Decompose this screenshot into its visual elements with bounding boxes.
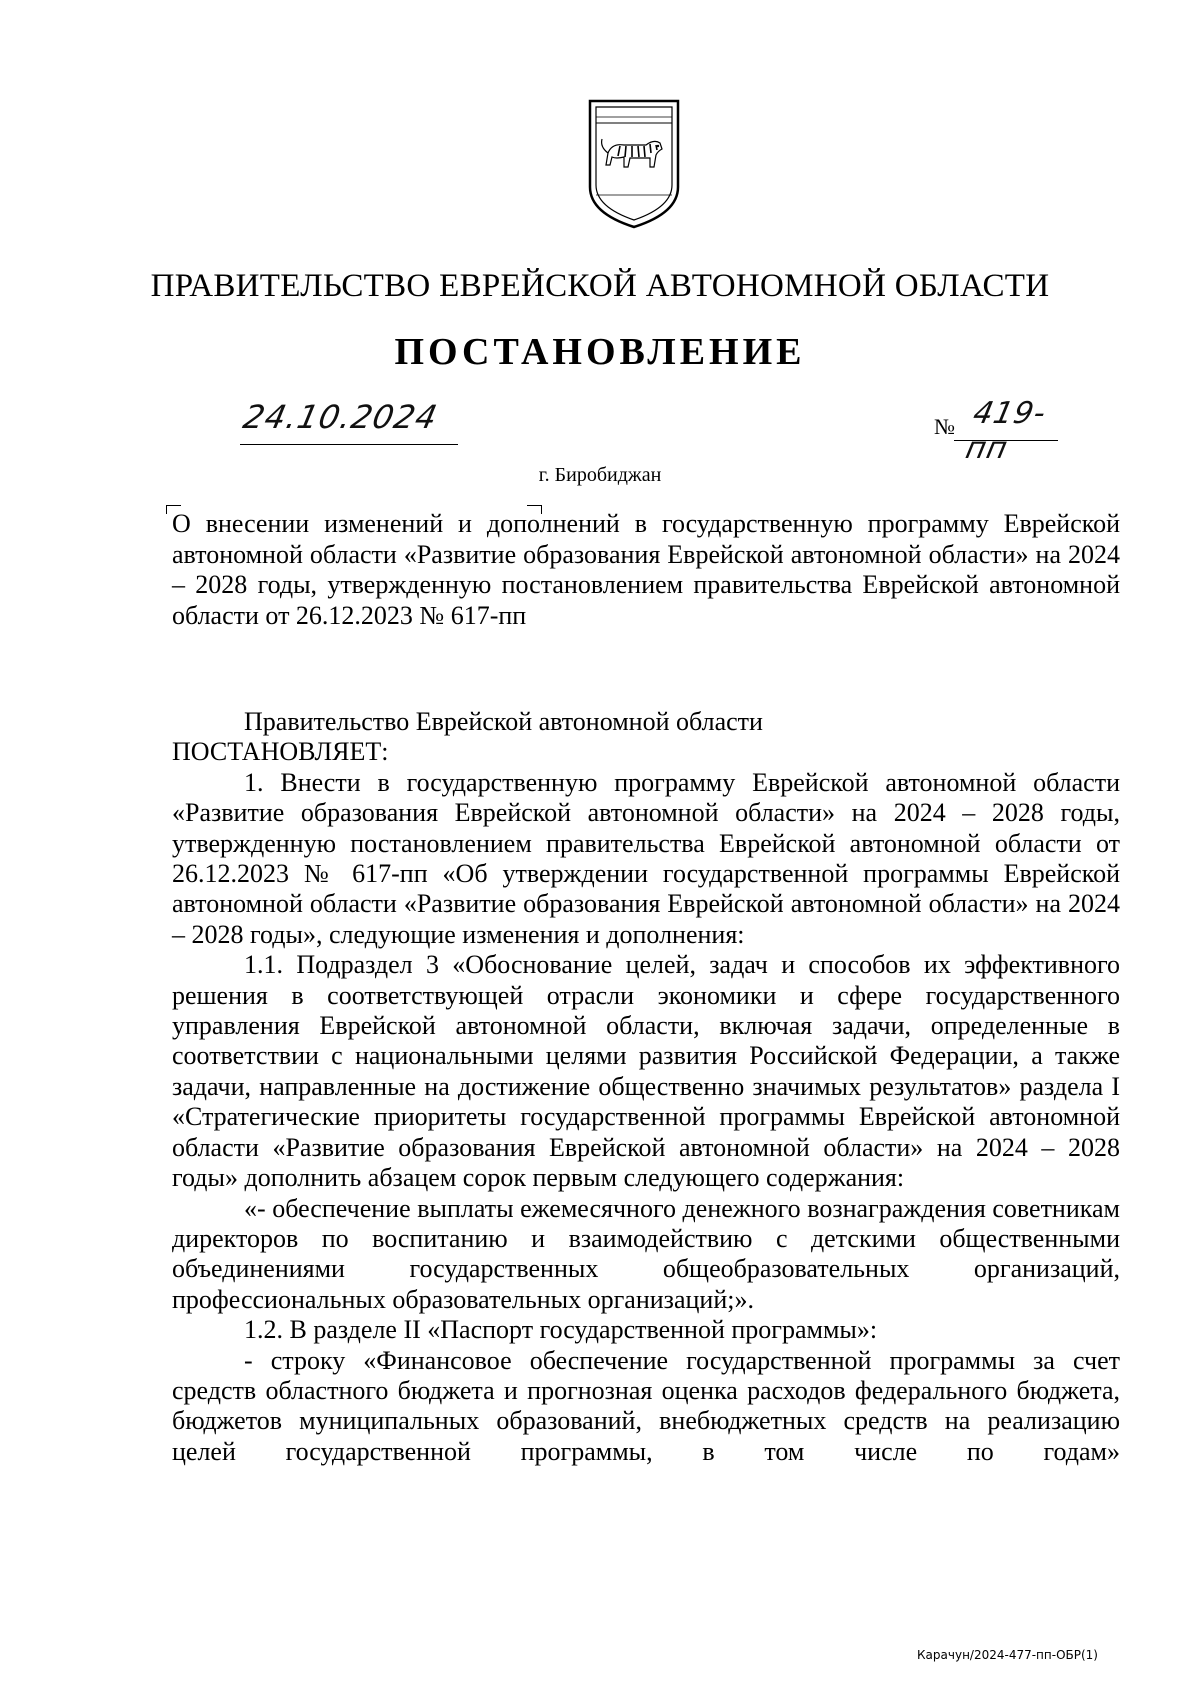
- clause-1-1: 1.1. Подраздел 3 «Обоснование целей, задач и способов их эффективного решения в соответствующей отрасли экономики и сфере государственного управления Еврейской автономной области, включая задачи, определенные в соответствии с национальными целями развития Российской Федерации, а также задачи, направленные на достижение общественно значимых результатов» раздела I «Стратегические приоритеты государственной программы Еврейской автономной области «Развитие образования Еврейской автономной области» на 2024 – 2028 годы» дополнить абзацем сорок первым следующего содержания:: [172, 950, 1120, 1193]
- intro-paragraph: Правительство Еврейской автономной области: [244, 707, 763, 736]
- city-name: г. Биробиджан: [538, 464, 662, 486]
- clause-1-2-item: - строку «Финансовое обеспечение государственной программы за счет средств областного бюджета и прогнозная оценка расходов федерального бюджета, бюджетов муниципальных образований, внебюджетных средств на реализацию целей государственной программы, в том числе по годам»: [172, 1345, 1120, 1466]
- number-underline: [954, 396, 1058, 466]
- date-field: [240, 398, 458, 445]
- handwritten-date: 24.10.2024: [239, 398, 442, 436]
- document-subject: О внесении изменений и дополнений в государственную программу Еврейской автономной области «Развитие образования Еврейской автономной области» на 2024 – 2028 годы, утвержденную постановлением правительства Еврейской автономной области от 26.12.2023 № 617-пп: [172, 509, 1120, 630]
- clause-1-1-quote: «- обеспечение выплаты ежемесячного денежного вознаграждения советникам директоров по воспитанию и взаимодействию с детскими общественными объединениями государственных общеобразовательных организаций, профессиональных образовательных организаций;».: [172, 1193, 1120, 1314]
- document-type-title: ПОСТАНОВЛЕНИЕ: [394, 331, 806, 373]
- government-title: ПРАВИТЕЛЬСТВО ЕВРЕЙСКОЙ АВТОНОМНОЙ ОБЛАСТИ: [150, 268, 1050, 304]
- handwritten-number: 419-пп: [962, 396, 1050, 466]
- coat-of-arms-tiger-icon: [584, 95, 684, 233]
- clause-1: 1. Внести в государственную программу Еврейской автономной области «Развитие образования Еврейской автономной области» на 2024 – 2028 годы, утвержденную постановлением правительства Еврейской автономной области от 26.12.2023 № 617-пп «Об утверждении государственной программы Еврейской автономной области «Развитие образования Еврейской автономной области» на 2024 – 2028 годы», следующие изменения и дополнения:: [172, 767, 1120, 949]
- document-code: Карачун/2024-477-пп-ОБР(1): [917, 1648, 1098, 1662]
- resolves-line: ПОСТАНОВЛЯЕТ:: [172, 737, 389, 767]
- number-sign: №: [934, 414, 955, 439]
- clause-1-2: 1.2. В разделе II «Паспорт государственной программы»:: [244, 1315, 878, 1345]
- document-body: [172, 707, 1120, 1467]
